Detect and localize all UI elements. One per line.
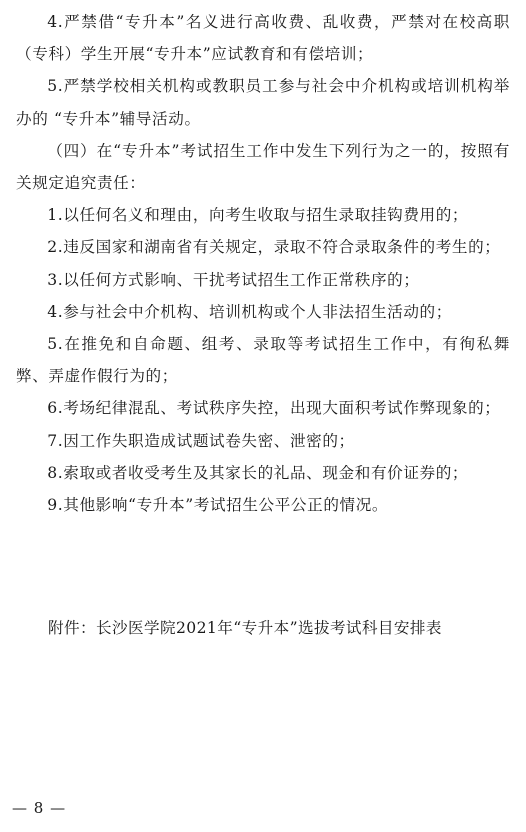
list-item-3: 3.以任何方式影响、干扰考试招生工作正常秩序的；	[47, 270, 420, 289]
paragraph-item-5-ban-staff-tutoring: 5.严禁学校相关机构或教职员工参与社会中介机构或培训机构举办的 “专升本”辅导活动。	[16, 77, 510, 128]
document-body	[16, 6, 510, 521]
list-item-1: 1.以任何名义和理由，向考生收取与招生录取挂钩费用的；	[47, 206, 469, 225]
list-item-6: 6.考场纪律混乱、考试秩序失控，出现大面积考试作弊现象的；	[47, 399, 501, 418]
attachment-note: 附件：长沙医学院2021年“专升本”选拔考试科目安排表	[48, 619, 442, 637]
list-item-5: 5.在推免和自命题、组考、录取等考试招生工作中，有徇私舞弊、弄虚作假行为的；	[16, 335, 510, 386]
list-item-9: 9.其他影响“专升本”考试招生公平公正的情况。	[47, 496, 389, 515]
list-item-4: 4.参与社会中介机构、培训机构或个人非法招生活动的；	[47, 302, 452, 321]
list-item-8: 8.索取或者收受考生及其家长的礼品、现金和有价证券的；	[47, 463, 469, 482]
page-number: — 8 —	[12, 799, 67, 817]
paragraph-item-4-ban-fees: 4.严禁借“专升本”名义进行高收费、乱收费，严禁对在校高职（专科）学生开展“专升本”应试教育和有偿培训；	[16, 13, 510, 64]
list-item-2: 2.违反国家和湖南省有关规定，录取不符合录取条件的考生的；	[47, 238, 501, 257]
paragraph-section-4-accountability: （四）在“专升本”考试招生工作中发生下列行为之一的，按照有关规定追究责任：	[16, 141, 510, 193]
list-item-7: 7.因工作失职造成试题试卷失密、泄密的；	[47, 431, 355, 450]
